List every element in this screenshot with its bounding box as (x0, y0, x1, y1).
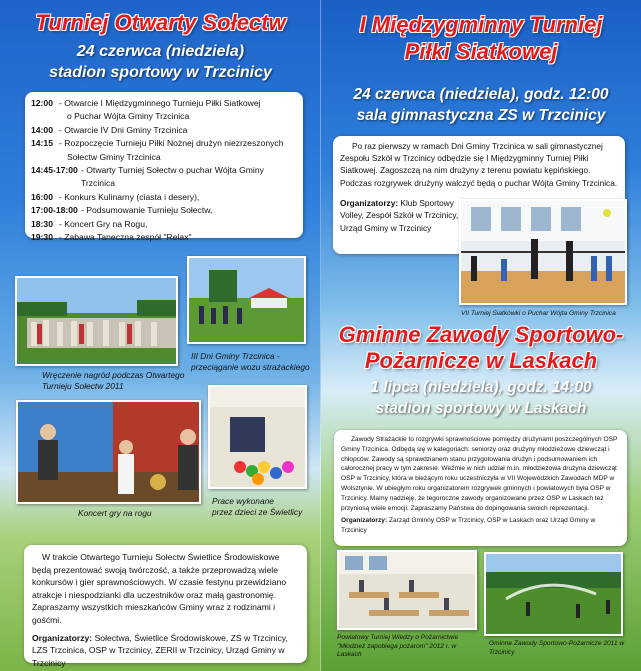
schedule-desc: - Zabawa Taneczna zespół "Relax" (59, 232, 192, 243)
left-info-box (24, 545, 307, 668)
fire-title-line2: Pożarnicze w Laskach (364, 348, 598, 373)
schedule-time: 19:30 (31, 232, 53, 243)
field-photo-image (486, 554, 623, 636)
schedule-row (31, 231, 297, 244)
schedule-desc: - Rozpoczęcie Turnieju Piłki Nożnej drużyn niezrzeszonych (59, 138, 284, 149)
days-caption: III Dni Gminy Trzcinica - przeciąganie wozu strażackiego (191, 351, 310, 372)
schedule-row (31, 97, 297, 110)
fire-title-line1: Gminne Zawody Sportowo- (338, 322, 624, 347)
fire-venue: stadion sportowy w Laskach (375, 400, 587, 417)
schedule-time: 14:45-17:00 (31, 165, 78, 176)
awards-photo (15, 276, 178, 366)
works-photo (208, 385, 307, 489)
schedule-time: 12:00 (31, 98, 53, 108)
schedule-list (31, 97, 297, 244)
schedule-time: 18:30 (31, 218, 53, 229)
field-photo (484, 552, 623, 636)
concert-photo-image (18, 402, 201, 504)
schedule-box (25, 92, 303, 243)
volley-photo (459, 199, 627, 305)
fire-box (334, 430, 627, 546)
awards-caption: Wręczenie nagród podczas Otwartego Turnieju Sołectw 2011 (42, 370, 185, 391)
volley-organizers (340, 197, 470, 234)
schedule-desc: - Podsumowanie Turnieju Sołectw, (81, 205, 213, 216)
schedule-desc: - Otwarcie IV Dni Gminy Trzcinica (59, 124, 188, 135)
volley-photo-image (461, 201, 627, 305)
works-caption-2: przez dzieci ze Świetlicy (212, 507, 303, 517)
concert-photo (16, 400, 201, 504)
fire-date: 1 lipca (niedziela), godz. 14:00 (370, 379, 592, 396)
works-photo-image (210, 387, 307, 489)
schedule-row (31, 191, 297, 204)
schedule-time (31, 151, 59, 164)
left-date: 24 czerwca (niedziela) (76, 43, 245, 60)
field-caption: Gminne Zawody Sportowo-Pożarnicze 2011 w Trzcinicy (489, 640, 625, 656)
right-title-line1: I Międzygminny Turniej (359, 12, 603, 37)
right-panel (321, 0, 641, 671)
days-photo (187, 256, 306, 344)
schedule-time: 17:00-18:00 (31, 205, 78, 216)
schedule-desc: - Konkurs Kulinarny (ciasta i desery), (59, 191, 200, 202)
schedule-desc: o Puchar Wójta Gminy Trzcinica (67, 111, 190, 122)
right-venue: sala gimnastyczna ZS w Trzcinicy (356, 107, 606, 124)
left-info-text: W trakcie Otwartego Turnieju Sołectw Świetlice Środowiskowe będą prezentować swoją twórczość, a także przeprowadzą wiele konkursów i gier sprawnościowych. W czasie festynu przewidziano atrakcje i niespodzianki dla uczestników oraz małą gastronomię. Zapraszamy wszystkich mieszkańców Gminy wraz z rodzinami i gośćmi. (32, 552, 287, 625)
schedule-row (31, 110, 297, 123)
fire-organizers-label: Organizatorzy: (341, 517, 388, 525)
contest-photo-image (339, 552, 477, 630)
schedule-time: 14:00 (31, 124, 53, 135)
right-title-line2: Piłki Siatkowej (404, 39, 558, 64)
schedule-row (31, 137, 297, 150)
volley-organizers-label: Organizatorzy: (340, 197, 399, 208)
schedule-desc: Sołectw Gminy Trzcinica (67, 151, 161, 162)
schedule-row (31, 164, 297, 191)
left-venue: stadion sportowy w Trzcinicy (49, 64, 272, 81)
schedule-time: 16:00 (31, 191, 53, 202)
fire-text: Zawody Strażackie to rozgrywki sprawnościowe pomiędzy drużynami poszczególnych OSP Gminy Trzcinica. Odbędą się w kategoriach: seniorzy oraz drużyny młodzieżowe dziewcząt i chłopców. Zawody są sprawdzianem stanu przygotowania drużyn i podsumowaniem ich całorocznej pracy w tym zakresie. Weźmie w nich udział m.in. młodzieżowa drużyna dziewcząt OSP w Trzcinicy, która w bieżącym roku uczestniczyła w VII Wojewódzkich Zawodach MDP w Wolsztynie. W ubiegłym roku organizatorem rozgrywek gminnych i powiatowych była OSP w Trzcinicy. Mamy nadzieję, że tegoroczne zawody organizowane przez OSP w Laskach też przyniosą wiele emocji. Zapraszamy Państwa do dopingowania swoich reprezentacji. (341, 436, 618, 512)
right-date: 24 czerwca (niedziela), godz. 12:00 (353, 86, 609, 103)
schedule-row (31, 151, 297, 164)
schedule-time: 14:15 (31, 138, 53, 149)
schedule-row (31, 124, 297, 137)
works-caption-1: Prace wykonane (212, 496, 274, 506)
fire-organizers (341, 516, 620, 536)
schedule-desc: - Otwarcie I Międzygminnego Turnieju Piłki Siatkowej (59, 98, 261, 108)
days-photo-image (189, 258, 306, 344)
left-organizers (32, 632, 299, 669)
schedule-row (31, 218, 297, 231)
contest-caption: Powiatowy Turniej Wiedzy o Pożarnictwie "Młodzież zapobiega pożarom" 2012 r. w Laskach (337, 634, 459, 658)
schedule-row (31, 204, 297, 217)
volley-text: Po raz pierwszy w ramach Dni Gminy Trzcinica w sali gimnastycznej Zespołu Szkół w Trzcinicy odbędzie się I Międzygminny Turniej Piłki Siatkowej. Zagoszczą na nim drużyny z terenu powiatu kępińskiego. Podczas rozgrywek drużyny walczyć będą o puchar Wójta Gminy Trzcinica. (340, 141, 618, 188)
schedule-time (31, 110, 59, 123)
left-organizers-label: Organizatorzy: (32, 633, 93, 643)
contest-photo (337, 550, 477, 630)
left-title: Turniej Otwarty Sołectw (35, 10, 286, 35)
volley-organizers-text: Klub Sportowy Volley, Zespół Szkół w Trzcinicy, Urząd Gminy w Trzcinicy (340, 197, 459, 233)
fire-organizers-text: Zarząd Gminny OSP w Trzcinicy, OSP w Laskach oraz Urząd Gminy w Trzcinicy (341, 517, 596, 535)
volley-caption: VII Turniej Siatkówki o Puchar Wójta Gminy Trzcinica (461, 310, 616, 317)
awards-photo-image (17, 278, 178, 366)
concert-caption: Koncert gry na rogu (78, 508, 152, 518)
schedule-desc: - Otwarty Turniej Sołectw o puchar Wójta Gminy Trzcinica (81, 165, 264, 189)
left-organizers-text: Sołectwa, Świetlice Środowiskowe, ZS w Trzcinicy, LZS Trzcinica, OSP w Trzcinicy, ZERII w Trzcinicy, Urząd Gminy w Trzcinicy (32, 633, 288, 668)
schedule-desc: - Koncert Gry na Rogu, (59, 218, 148, 229)
